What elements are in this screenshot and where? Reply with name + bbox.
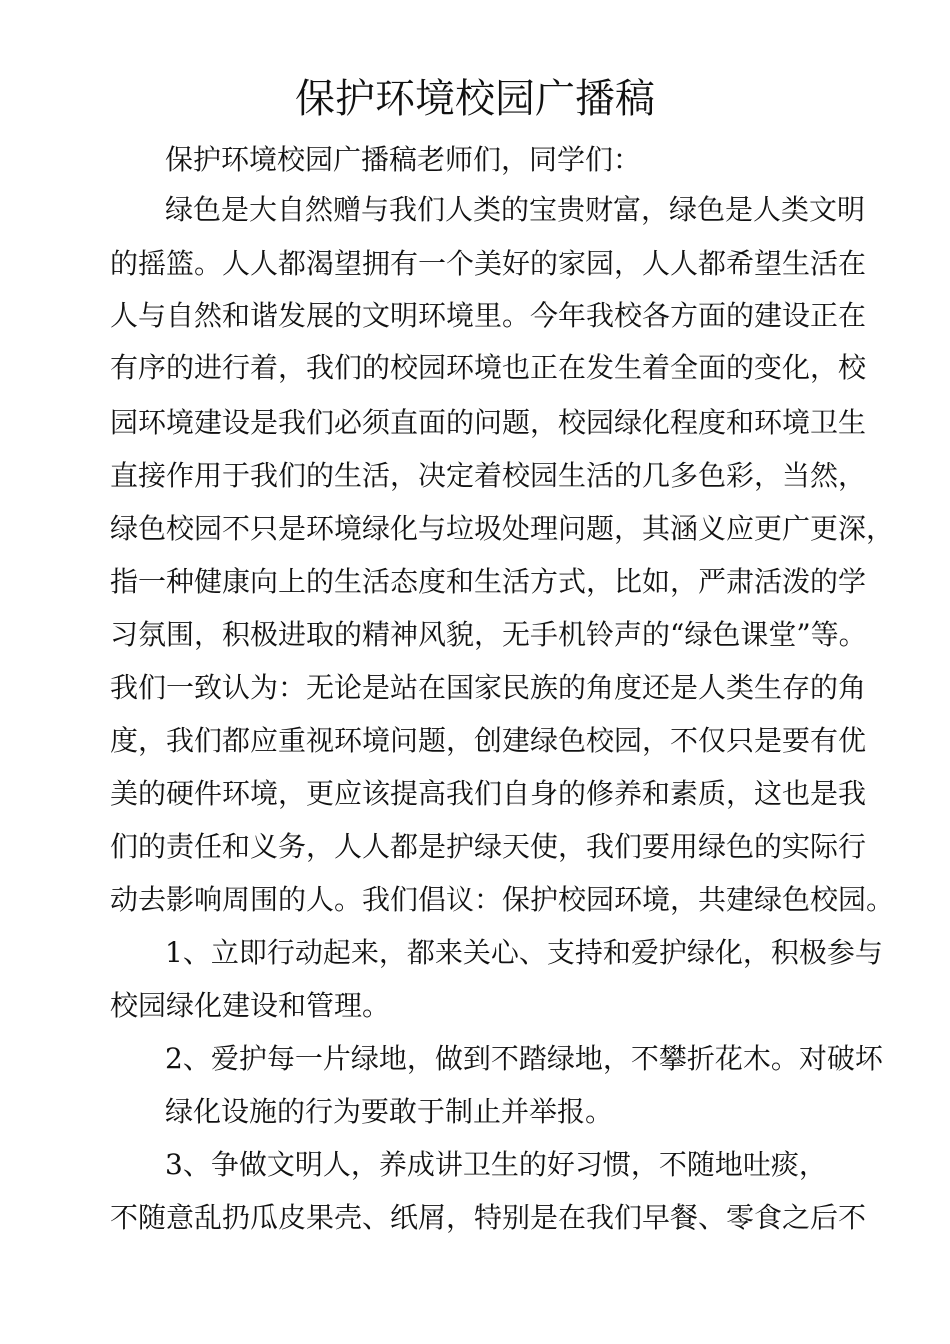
body-line: 人与自然和谐发展的文明环境里。今年我校各方面的建设正在 [110, 299, 867, 332]
body-line: 我们一致认为：无论是站在国家民族的角度还是人类生存的角 [110, 671, 867, 704]
body-line: 指一种健康向上的生活态度和生活方式，比如，严肃活泼的学 [110, 565, 867, 598]
proposal-item-2-continued: 绿化设施的行为要敢于制止并举报。 [165, 1095, 614, 1128]
body-line: 绿色校园不只是环境绿化与垃圾处理问题，其涵义应更广更深， [110, 512, 895, 545]
proposal-item-1-continued: 校园绿化建设和管理。 [110, 989, 391, 1022]
body-line: 度，我们都应重视环境问题，创建绿色校园，不仅只是要有优 [110, 724, 867, 757]
proposal-item-1: 1、立即行动起来，都来关心、支持和爱护绿化，积极参与 [165, 936, 883, 969]
proposal-item-3: 3、争做文明人，养成讲卫生的好习惯，不随地吐痰， [165, 1148, 827, 1181]
greeting-line: 保护环境校园广播稿老师们，同学们： [165, 143, 642, 176]
body-line: 绿色是大自然赠与我们人类的宝贵财富，绿色是人类文明 [165, 193, 866, 226]
body-line: 有序的进行着，我们的校园环境也正在发生着全面的变化，校 [110, 351, 867, 384]
body-line: 美的硬件环境，更应该提高我们自身的修养和素质，这也是我 [110, 777, 867, 810]
body-line: 直接作用于我们的生活，决定着校园生活的几多色彩，当然， [110, 459, 867, 492]
page-title: 保护环境校园广播稿 [295, 76, 655, 122]
body-line: 动去影响周围的人。我们倡议：保护校园环境，共建绿色校园。 [110, 883, 895, 916]
body-line: 习氛围，积极进取的精神风貌，无手机铃声的“绿色课堂”等。 [110, 618, 867, 651]
body-line: 的摇篮。人人都渴望拥有一个美好的家园，人人都希望生活在 [110, 247, 867, 280]
body-line: 园环境建设是我们必须直面的问题，校园绿化程度和环境卫生 [110, 406, 867, 439]
proposal-item-2: 2、爱护每一片绿地，做到不踏绿地，不攀折花木。对破坏 [165, 1042, 883, 1075]
proposal-item-3-continued: 不随意乱扔瓜皮果壳、纸屑，特别是在我们早餐、零食之后不 [110, 1201, 867, 1234]
body-line: 们的责任和义务，人人都是护绿天使，我们要用绿色的实际行 [110, 830, 867, 863]
